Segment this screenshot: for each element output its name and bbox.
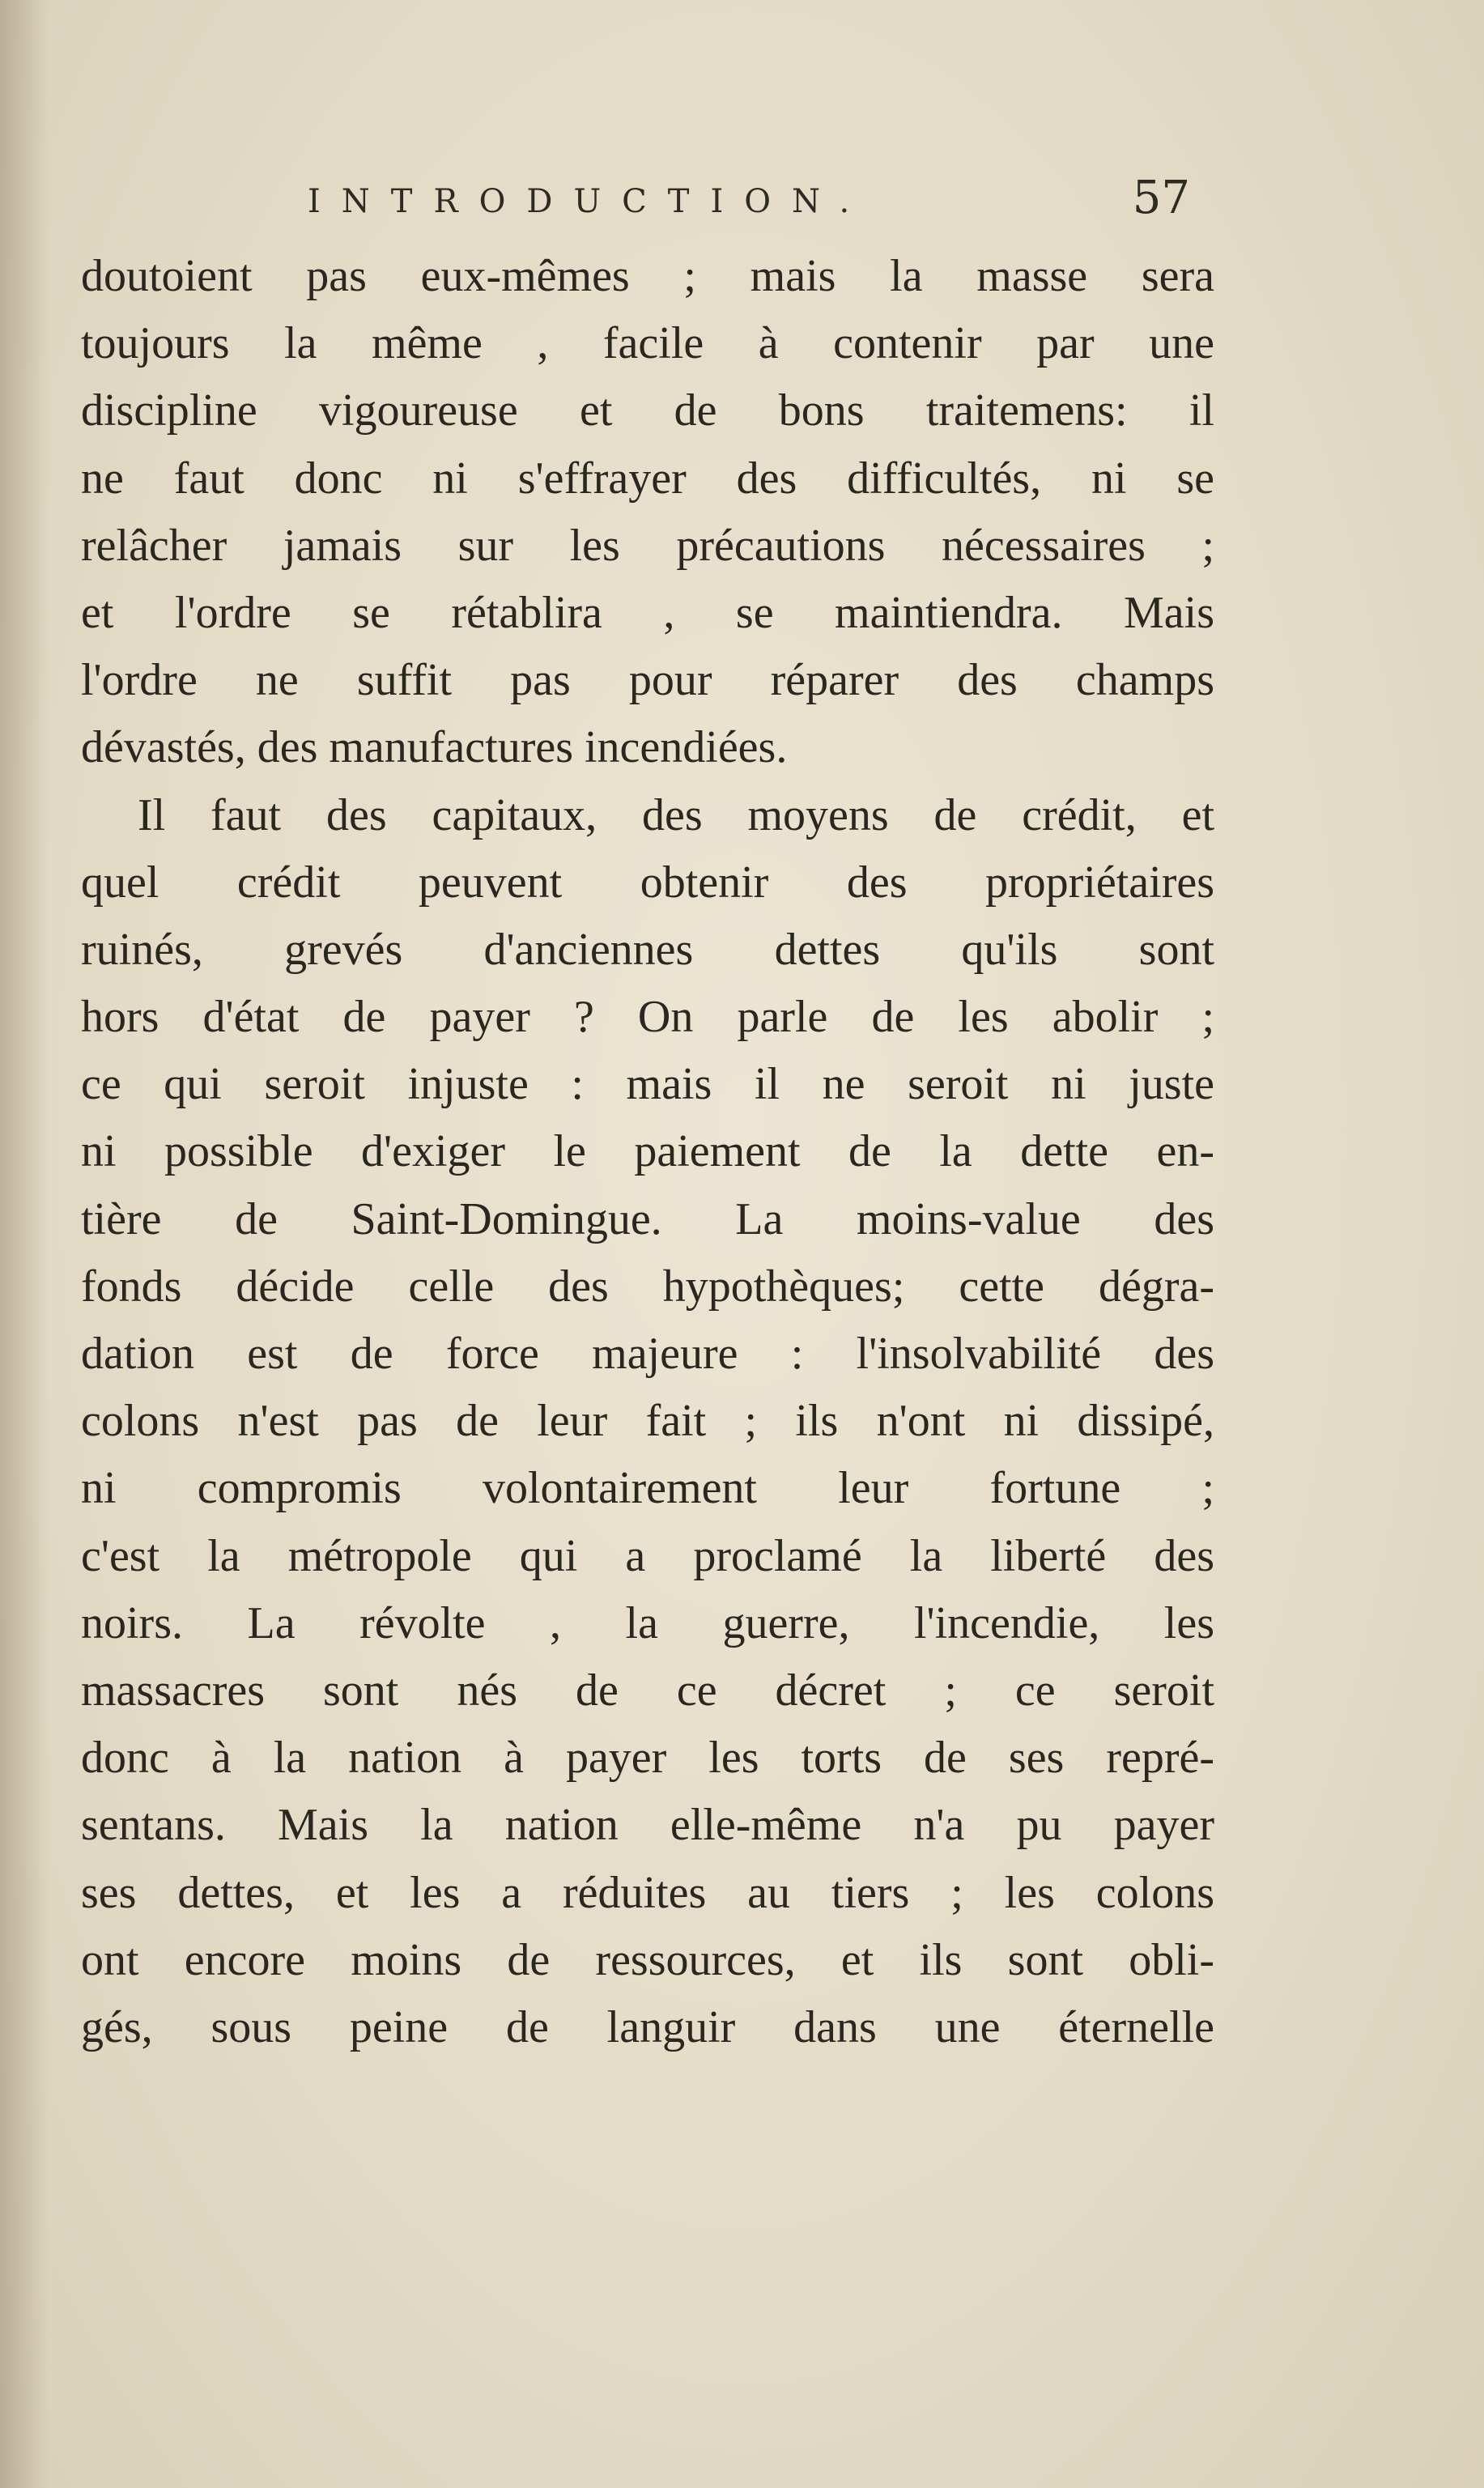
text-line: ruinés, grevés d'anciennes dettes qu'ils sont bbox=[81, 924, 1214, 975]
text-line: toujours la même , facile à contenir par une bbox=[81, 318, 1214, 369]
text-line: ne faut donc ni s'effrayer des difficultés, ni se bbox=[81, 453, 1214, 504]
text-line: gés, sous peine de languir dans une éternelle bbox=[81, 2001, 1214, 2052]
text-line: tière de Saint-Domingue. La moins-value des bbox=[81, 1193, 1214, 1244]
text-line: ce qui seroit injuste : mais il ne seroit ni juste bbox=[81, 1059, 1214, 1110]
text-line: sentans. Mais la nation elle-même n'a pu payer bbox=[81, 1800, 1214, 1851]
text-line: ni compromis volontairement leur fortune ; bbox=[81, 1463, 1214, 1514]
text-line: l'ordre ne suffit pas pour réparer des champs bbox=[81, 655, 1214, 706]
text-line: dation est de force majeure : l'insolvabilité des bbox=[81, 1329, 1214, 1379]
text-line: hors d'état de payer ? On parle de les abolir ; bbox=[81, 992, 1214, 1043]
text-line: discipline vigoureuse et de bons traitemens: il bbox=[81, 385, 1214, 436]
text-line: ont encore moins de ressources, et ils sont obli- bbox=[81, 1934, 1214, 1985]
text-line: et l'ordre se rétablira , se maintiendra. Mais bbox=[81, 587, 1214, 638]
text-line: c'est la métropole qui a proclamé la liberté des bbox=[81, 1530, 1214, 1581]
page-header bbox=[308, 172, 1190, 228]
text-line: donc à la nation à payer les torts de ses repré- bbox=[81, 1733, 1214, 1784]
text-line: massacres sont nés de ce décret ; ce seroit bbox=[81, 1665, 1214, 1716]
running-head: INTRODUCTION. bbox=[308, 183, 871, 220]
body-text bbox=[81, 243, 1214, 2061]
text-line: colons n'est pas de leur fait ; ils n'ont ni dissipé, bbox=[81, 1396, 1214, 1447]
paragraph-start-line: Il faut des capitaux, des moyens de crédit, et bbox=[138, 789, 1214, 840]
page-number: 57 bbox=[1132, 172, 1190, 224]
text-line: fonds décide celle des hypothèques; cette dégra- bbox=[81, 1261, 1214, 1312]
text-line: ni possible d'exiger le paiement de la dette en- bbox=[81, 1126, 1214, 1177]
text-line: relâcher jamais sur les précautions nécessaires ; bbox=[81, 520, 1214, 571]
text-line: doutoient pas eux-mêmes ; mais la masse sera bbox=[81, 251, 1214, 301]
text-line: ses dettes, et les a réduites au tiers ; les colons bbox=[81, 1867, 1214, 1918]
text-line: noirs. La révolte , la guerre, l'incendie, les bbox=[81, 1597, 1214, 1648]
binding-gutter-shadow bbox=[0, 0, 49, 2488]
text-line: quel crédit peuvent obtenir des propriétaires bbox=[81, 857, 1214, 908]
text-line: dévastés, des manufactures incendiées. bbox=[81, 722, 788, 773]
